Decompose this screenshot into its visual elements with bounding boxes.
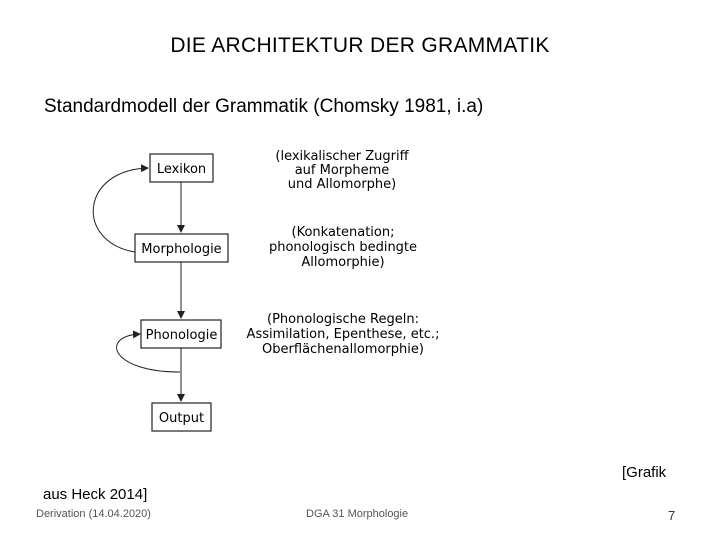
page-number: 7 bbox=[668, 508, 676, 523]
note-line: (Phonologische Regeln: bbox=[267, 312, 419, 327]
note-line: (Konkatenation; bbox=[291, 225, 395, 240]
lexikon-label: Lexikon bbox=[156, 162, 207, 177]
footer-course: DGA 31 Morphologie bbox=[306, 508, 409, 520]
note-phonologie bbox=[247, 312, 440, 357]
note-line: phonologisch bedingte bbox=[268, 240, 418, 255]
slide-subtitle: Standardmodell der Grammatik (Chomsky 1981, i.a) bbox=[44, 96, 484, 117]
note-lexikon bbox=[275, 149, 409, 192]
note-line: auf Morpheme bbox=[294, 163, 390, 178]
phonologie-label: Phonologie bbox=[145, 328, 218, 343]
note-line: Oberflächenallomorphie) bbox=[262, 342, 424, 357]
note-morphologie bbox=[269, 225, 417, 270]
note-line: Allomorphie) bbox=[301, 255, 385, 270]
output-label: Output bbox=[158, 411, 205, 426]
note-line: (lexikalischer Zugriff bbox=[275, 149, 409, 164]
caption-source-right: [Grafik bbox=[622, 464, 667, 481]
note-line: Assimilation, Epenthese, etc.; bbox=[246, 327, 440, 342]
caption-source-left: aus Heck 2014] bbox=[43, 486, 148, 503]
footer-date: Derivation (14.04.2020) bbox=[36, 508, 151, 520]
morphologie-label: Morphologie bbox=[141, 242, 222, 257]
note-line: und Allomorphe) bbox=[287, 177, 397, 192]
slide-title: DIE ARCHITEKTUR DER GRAMMATIK bbox=[170, 34, 550, 57]
